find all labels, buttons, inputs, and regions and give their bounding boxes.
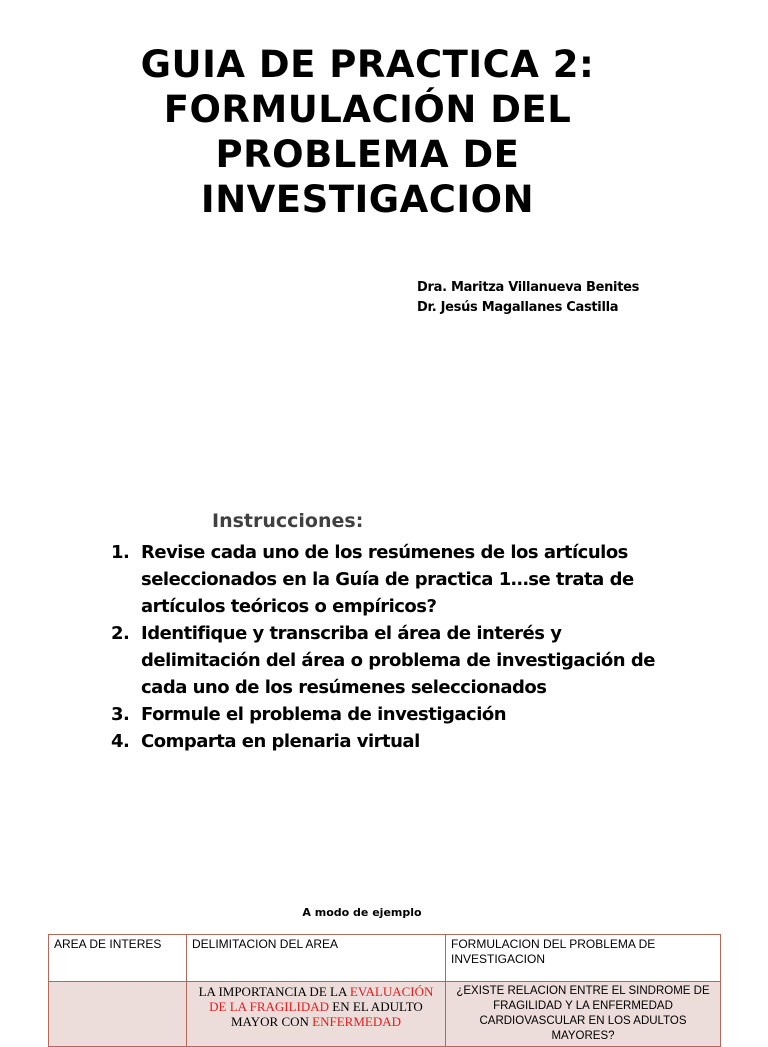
instruction-line: Comparta en plenaria virtual	[141, 731, 420, 752]
author-1: Dra. Maritza Villanueva Benites	[417, 280, 640, 295]
title-line-1: GUIA DE PRACTICA 2:	[140, 43, 595, 86]
instruction-item-3	[108, 701, 668, 728]
instructions-list	[108, 539, 668, 755]
instruction-line: cada uno de los resúmenes seleccionados	[141, 677, 547, 698]
example-table	[48, 934, 721, 1047]
header-formulacion: FORMULACION DEL PROBLEMA DE INVESTIGACION	[446, 935, 721, 982]
table-header-row	[49, 935, 721, 982]
table-row	[49, 982, 721, 1047]
header-delimitacion: DELIMITACION DEL AREA	[187, 935, 446, 982]
title-line-2: FORMULACIÓN DEL	[163, 88, 572, 131]
page-title	[90, 42, 645, 222]
title-line-4: INVESTIGACION	[200, 178, 535, 221]
delimitacion-text-2: EN EL ADULTO MAYOR CON	[231, 999, 423, 1029]
cell-formulacion: ¿EXISTE RELACION ENTRE EL SINDROME DE FRAGILIDAD Y LA ENFERMEDAD CARDIOVASCULAR EN LOS ADULTOS MAYORES?	[446, 982, 721, 1047]
title-line-3: PROBLEMA DE	[215, 133, 520, 176]
instruction-number: 4.	[111, 731, 130, 752]
delimitacion-text-1: LA IMPORTANCIA DE LA	[198, 984, 350, 999]
instructions-heading: Instrucciones:	[212, 510, 364, 532]
instruction-line: delimitación del área o problema de investigación de	[141, 650, 655, 671]
instruction-number: 1.	[111, 542, 130, 563]
instruction-item-4	[108, 728, 668, 755]
instruction-number: 2.	[111, 623, 130, 644]
instruction-item-1	[108, 539, 668, 620]
instruction-line: artículos teóricos o empíricos?	[141, 596, 437, 617]
instruction-line: Formule el problema de investigación	[141, 704, 507, 725]
instruction-number: 3.	[111, 704, 130, 725]
delimitacion-highlight-2: ENFERMEDAD	[312, 1014, 401, 1029]
authors-block	[417, 278, 639, 318]
delimitacion-highlight-1: EVALUACIÓN DE LA FRAGILIDAD	[209, 984, 434, 1014]
instruction-item-2	[108, 620, 668, 701]
instruction-line: Revise cada uno de los resúmenes de los artículos	[141, 542, 628, 563]
example-caption: A modo de ejemplo	[302, 906, 422, 919]
author-2: Dr. Jesús Magallanes Castilla	[417, 300, 619, 315]
cell-delimitacion	[187, 982, 446, 1047]
instruction-line: Identifique y transcriba el área de interés y	[141, 623, 562, 644]
header-area-de-interes: AREA DE INTERES	[49, 935, 187, 982]
instruction-line: seleccionados en la Guía de practica 1…se trata de	[141, 569, 634, 590]
cell-area-de-interes	[49, 982, 187, 1047]
